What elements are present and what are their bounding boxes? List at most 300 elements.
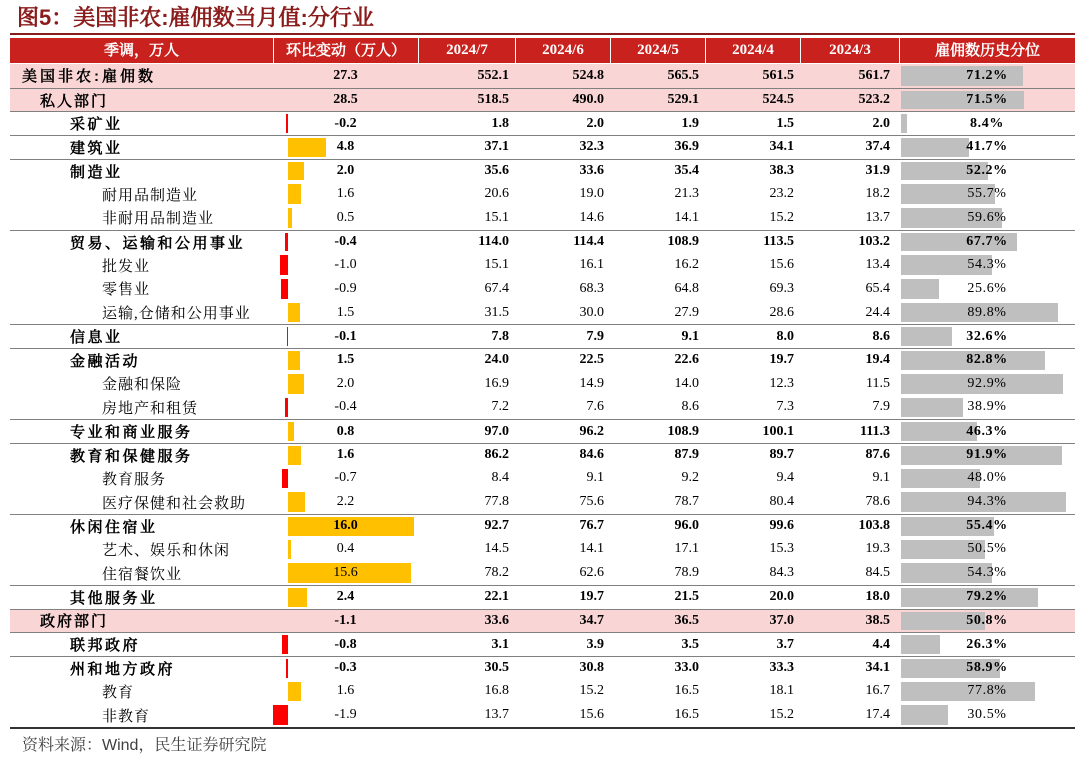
percentile-cell [899, 420, 1075, 443]
percentile-cell [899, 586, 1075, 609]
change-bar-positive [288, 446, 301, 465]
month-value: 13.4 [865, 257, 890, 273]
change-cell [273, 253, 418, 277]
month-value: 16.2 [674, 257, 699, 273]
change-value: -0.7 [334, 470, 357, 486]
source-note: 资料来源：Wind，民生证券研究院 [22, 737, 267, 754]
month-value: 78.9 [674, 565, 699, 581]
change-bar-positive [288, 138, 326, 157]
percentile-cell [899, 231, 1075, 254]
month-value: 16.8 [484, 683, 509, 699]
change-value: 0.8 [336, 423, 355, 439]
change-value: -0.4 [334, 399, 357, 415]
month-value: 1.8 [491, 115, 509, 131]
table-row [10, 159, 1075, 183]
month-value: 28.6 [769, 304, 794, 320]
month-value: 14.0 [674, 375, 699, 391]
change-cell [273, 515, 418, 538]
header-month: 2024/3 [800, 38, 899, 63]
month-value: 22.5 [579, 352, 604, 368]
month-value: 13.7 [865, 209, 890, 225]
percentile-cell [899, 301, 1075, 325]
month-value: 111.3 [860, 423, 890, 439]
percentile-value: 91.9% [966, 447, 1008, 463]
month-value: 19.3 [865, 541, 890, 557]
change-value: -0.9 [334, 280, 357, 296]
percentile-cell [899, 680, 1075, 704]
percentile-value: 89.8% [967, 304, 1007, 320]
month-value: 38.5 [865, 612, 890, 628]
month-value: 78.6 [865, 494, 890, 510]
month-value: 3.5 [681, 636, 699, 652]
month-value: 84.5 [865, 565, 890, 581]
change-value: 1.6 [336, 447, 355, 463]
month-value: 19.0 [579, 186, 604, 202]
change-bar-positive [288, 540, 291, 560]
month-value: 78.7 [674, 494, 699, 510]
figure-title: 图5：美国非农:雇佣数当月值:分行业 [17, 5, 374, 30]
percentile-value: 55.4% [966, 518, 1008, 534]
change-bar-negative [280, 255, 288, 275]
row-label: 其他服务业 [70, 590, 158, 607]
percentile-cell [899, 89, 1075, 112]
month-value: 27.9 [674, 304, 699, 320]
month-value: 35.4 [674, 163, 699, 179]
month-value: 9.1 [872, 470, 890, 486]
change-bar-positive [288, 351, 300, 370]
change-cell [273, 277, 418, 301]
month-value: 7.8 [491, 328, 509, 344]
month-value: 18.1 [769, 683, 794, 699]
month-value: 14.1 [674, 209, 699, 225]
row-label: 州和地方政府 [70, 661, 176, 678]
change-bar-positive [288, 162, 304, 181]
change-value: 2.4 [336, 589, 355, 605]
month-value: 87.6 [865, 447, 890, 463]
table-row [10, 111, 1075, 135]
month-value: 34.1 [769, 139, 794, 155]
percentile-bar [901, 705, 948, 725]
change-value: -1.9 [334, 707, 357, 723]
percentile-cell [899, 538, 1075, 562]
month-value: 37.4 [865, 139, 890, 155]
percentile-bar [901, 279, 939, 299]
row-label: 非耐用品制造业 [102, 211, 215, 228]
percentile-value: 94.3% [967, 494, 1007, 510]
change-cell [273, 703, 418, 727]
change-cell [273, 89, 418, 112]
month-value: 75.6 [579, 494, 604, 510]
table-row [10, 632, 1075, 656]
change-value: 0.5 [336, 209, 355, 225]
percentile-cell [899, 467, 1075, 491]
header-month: 2024/7 [418, 38, 515, 63]
row-label: 运输,仓储和公用事业 [102, 306, 251, 323]
month-value: 69.3 [769, 280, 794, 296]
month-value: 22.1 [484, 589, 509, 605]
percentile-value: 54.3% [967, 257, 1007, 273]
percentile-value: 52.2% [966, 163, 1008, 179]
month-value: 24.0 [484, 352, 509, 368]
change-value: -0.8 [334, 636, 357, 652]
change-cell [273, 112, 418, 135]
percentile-cell [899, 206, 1075, 230]
percentile-value: 55.7% [967, 186, 1007, 202]
row-label: 教育 [102, 684, 135, 701]
percentile-cell [899, 703, 1075, 727]
month-value: 2.0 [586, 115, 604, 131]
month-value: 65.4 [865, 280, 890, 296]
change-value: 2.0 [336, 163, 355, 179]
change-value: 1.6 [336, 186, 355, 202]
month-value: 14.9 [579, 375, 604, 391]
month-value: 19.7 [769, 352, 794, 368]
row-label: 零售业 [102, 282, 151, 299]
table-row [10, 680, 1075, 704]
month-value: 84.6 [579, 447, 604, 463]
month-value: 11.5 [866, 375, 890, 391]
row-label: 批发业 [102, 258, 151, 275]
percentile-value: 26.3% [966, 636, 1008, 652]
month-value: 114.4 [573, 234, 604, 250]
change-cell [273, 136, 418, 159]
month-value: 22.6 [674, 352, 699, 368]
month-value: 77.8 [484, 494, 509, 510]
change-value: -1.1 [334, 612, 357, 628]
change-cell [273, 396, 418, 420]
month-value: 37.0 [769, 612, 794, 628]
month-value: 21.5 [674, 589, 699, 605]
month-value: 7.9 [586, 328, 604, 344]
change-value: 2.2 [336, 494, 355, 510]
row-label: 房地产和租赁 [102, 400, 199, 417]
change-cell [273, 349, 418, 372]
header-change: 环比变动（万人） [273, 38, 418, 63]
percentile-cell [899, 160, 1075, 183]
month-value: 19.4 [865, 352, 890, 368]
month-value: 523.2 [858, 92, 890, 107]
month-value: 36.9 [674, 139, 699, 155]
month-value: 16.9 [484, 375, 509, 391]
change-value: -0.1 [334, 328, 357, 344]
change-value: 27.3 [333, 67, 358, 83]
row-label: 美国非农:雇佣数 [22, 68, 156, 86]
table-row [10, 64, 1075, 88]
change-cell [273, 633, 418, 656]
change-cell [273, 610, 418, 633]
month-value: 68.3 [579, 280, 604, 296]
row-label: 私人部门 [40, 92, 109, 110]
month-value: 17.4 [865, 707, 890, 723]
percentile-cell [899, 253, 1075, 277]
table-row [10, 348, 1075, 372]
month-value: 3.1 [491, 636, 509, 652]
row-label: 金融和保险 [102, 377, 183, 394]
percentile-cell [899, 610, 1075, 633]
change-cell [273, 586, 418, 609]
percentile-cell [899, 396, 1075, 420]
month-value: 30.5 [484, 660, 509, 676]
month-value: 108.9 [667, 234, 699, 250]
table-row [10, 230, 1075, 254]
month-value: 9.1 [586, 470, 604, 486]
percentile-value: 48.0% [967, 470, 1007, 486]
change-cell [273, 657, 418, 680]
change-bar-positive [288, 422, 294, 441]
month-value: 16.5 [674, 683, 699, 699]
month-value: 32.3 [579, 139, 604, 155]
percentile-value: 92.9% [967, 375, 1007, 391]
change-bar-positive [288, 374, 304, 394]
month-value: 561.7 [858, 67, 890, 83]
month-value: 23.2 [769, 186, 794, 202]
percentile-cell [899, 112, 1075, 135]
percentile-value: 71.2% [966, 67, 1008, 83]
table-row [10, 182, 1075, 206]
percentile-cell [899, 277, 1075, 301]
month-value: 16.5 [674, 707, 699, 723]
month-value: 4.4 [872, 636, 890, 652]
month-value: 108.9 [667, 423, 699, 439]
percentile-bar [901, 138, 969, 157]
table-header [10, 38, 1075, 63]
table-row [10, 490, 1075, 514]
month-value: 100.1 [762, 423, 794, 439]
percentile-cell [899, 349, 1075, 372]
row-label: 专业和商业服务 [70, 425, 193, 441]
month-value: 15.6 [769, 257, 794, 273]
month-value: 24.4 [865, 304, 890, 320]
table-bottom-rule [10, 727, 1075, 729]
row-label: 政府部门 [40, 613, 109, 631]
month-value: 37.1 [484, 139, 509, 155]
change-value: -0.2 [334, 115, 357, 131]
header-month: 2024/4 [705, 38, 800, 63]
month-value: 8.6 [872, 328, 890, 344]
percentile-value: 50.5% [967, 541, 1007, 557]
header-month: 2024/5 [610, 38, 705, 63]
change-cell [273, 182, 418, 206]
month-value: 490.0 [572, 92, 604, 107]
percentile-cell [899, 633, 1075, 656]
percentile-value: 82.8% [966, 352, 1008, 368]
table-row [10, 585, 1075, 609]
change-value: 0.4 [336, 541, 355, 557]
table-row [10, 514, 1075, 538]
change-bar-negative [282, 635, 288, 654]
percentile-value: 25.6% [967, 280, 1007, 296]
month-value: 20.6 [484, 186, 509, 202]
percentile-cell [899, 490, 1075, 514]
month-value: 99.6 [769, 518, 794, 534]
row-label: 住宿餐饮业 [102, 566, 183, 583]
month-value: 21.3 [674, 186, 699, 202]
change-value: 1.5 [336, 304, 355, 320]
change-bar-positive [288, 682, 301, 702]
row-label: 教育服务 [102, 471, 167, 488]
month-value: 18.0 [865, 589, 890, 605]
change-cell [273, 64, 418, 88]
row-label: 建筑业 [70, 140, 123, 157]
percentile-value: 38.9% [967, 399, 1007, 415]
month-value: 33.0 [674, 660, 699, 676]
month-value: 7.2 [491, 399, 509, 415]
month-value: 30.0 [579, 304, 604, 320]
percentile-value: 77.8% [967, 683, 1007, 699]
header-percentile: 雇佣数历史分位 [899, 38, 1075, 63]
row-label: 联邦政府 [70, 638, 141, 655]
month-value: 35.6 [484, 163, 509, 179]
month-value: 14.1 [579, 541, 604, 557]
table-row [10, 372, 1075, 396]
month-value: 64.8 [674, 280, 699, 296]
month-value: 7.6 [586, 399, 604, 415]
change-bar-negative [285, 398, 288, 418]
month-value: 9.1 [681, 328, 699, 344]
month-value: 89.7 [769, 447, 794, 463]
percentile-value: 46.3% [966, 423, 1008, 439]
month-value: 12.3 [769, 375, 794, 391]
percentile-bar [901, 635, 940, 654]
change-value: -1.0 [334, 257, 357, 273]
change-value: 16.0 [333, 518, 358, 534]
change-value: 28.5 [333, 92, 358, 107]
table-row [10, 324, 1075, 348]
percentile-value: 79.2% [966, 589, 1008, 605]
month-value: 15.6 [579, 707, 604, 723]
month-value: 9.4 [776, 470, 794, 486]
month-value: 33.3 [769, 660, 794, 676]
change-value: 4.8 [336, 139, 355, 155]
month-value: 103.2 [858, 234, 890, 250]
row-label: 金融活动 [70, 353, 141, 370]
row-label: 制造业 [70, 164, 123, 181]
row-label: 耐用品制造业 [102, 187, 199, 204]
month-value: 8.4 [491, 470, 509, 486]
row-label: 非教育 [102, 708, 151, 725]
percentile-bar [901, 398, 963, 418]
month-value: 20.0 [769, 589, 794, 605]
title-rule [10, 33, 1075, 35]
change-cell [273, 538, 418, 562]
percentile-cell [899, 182, 1075, 206]
month-value: 34.1 [865, 660, 890, 676]
month-value: 565.5 [667, 67, 699, 83]
percentile-value: 8.4% [970, 115, 1004, 131]
month-value: 15.3 [769, 541, 794, 557]
change-cell [273, 467, 418, 491]
change-bar-positive [288, 208, 292, 228]
month-value: 15.1 [484, 209, 509, 225]
table-row [10, 538, 1075, 562]
change-value: -0.4 [334, 234, 357, 250]
month-value: 114.0 [478, 234, 509, 250]
month-value: 14.6 [579, 209, 604, 225]
percentile-cell [899, 64, 1075, 88]
month-value: 31.9 [865, 163, 890, 179]
row-label: 信息业 [70, 330, 123, 347]
change-bar-negative [281, 279, 288, 299]
month-value: 1.9 [681, 115, 699, 131]
table-row [10, 419, 1075, 443]
percentile-cell [899, 444, 1075, 467]
month-value: 67.4 [484, 280, 509, 296]
percentile-value: 30.5% [967, 707, 1007, 723]
month-value: 14.5 [484, 541, 509, 557]
percentile-bar [901, 114, 907, 133]
change-bar-positive [288, 492, 305, 512]
month-value: 97.0 [484, 423, 509, 439]
row-label: 休闲住宿业 [70, 519, 158, 536]
percentile-value: 71.5% [966, 92, 1008, 107]
header-label: 季调，万人 [103, 42, 179, 59]
table-body [10, 64, 1075, 727]
month-value: 561.5 [762, 67, 794, 83]
table-row [10, 88, 1075, 112]
month-value: 80.4 [769, 494, 794, 510]
row-label: 采矿业 [70, 117, 123, 134]
month-value: 92.7 [484, 518, 509, 534]
change-cell [273, 231, 418, 254]
month-value: 15.1 [484, 257, 509, 273]
change-bar-positive [288, 303, 300, 323]
month-value: 18.2 [865, 186, 890, 202]
table-row [10, 135, 1075, 159]
month-value: 2.0 [872, 115, 890, 131]
month-value: 17.1 [674, 541, 699, 557]
table-row [10, 301, 1075, 325]
month-value: 1.5 [776, 115, 794, 131]
month-value: 9.2 [681, 470, 699, 486]
percentile-value: 58.9% [966, 660, 1008, 676]
month-value: 86.2 [484, 447, 509, 463]
percentile-value: 41.7% [966, 139, 1008, 155]
change-bar-negative [287, 327, 289, 346]
change-bar-negative [282, 469, 288, 489]
month-value: 524.8 [572, 67, 604, 83]
percentile-cell [899, 561, 1075, 585]
percentile-cell [899, 325, 1075, 348]
change-value: -0.3 [334, 660, 357, 676]
row-label: 教育和保健服务 [70, 448, 193, 465]
change-bar-negative [286, 659, 288, 678]
change-value: 2.0 [336, 375, 355, 391]
table-row [10, 253, 1075, 277]
month-value: 518.5 [477, 92, 509, 107]
month-value: 103.8 [858, 518, 890, 534]
change-cell [273, 325, 418, 348]
month-value: 15.2 [769, 707, 794, 723]
month-value: 78.2 [484, 565, 509, 581]
change-bar-negative [273, 705, 288, 725]
percentile-bar [901, 327, 952, 346]
row-label: 贸易、运输和公用事业 [70, 235, 246, 252]
table-row [10, 396, 1075, 420]
month-value: 13.7 [484, 707, 509, 723]
month-value: 38.3 [769, 163, 794, 179]
change-cell [273, 561, 418, 585]
table-row [10, 277, 1075, 301]
month-value: 84.3 [769, 565, 794, 581]
month-value: 16.7 [865, 683, 890, 699]
month-value: 8.6 [681, 399, 699, 415]
row-label: 艺术、娱乐和休闲 [102, 542, 231, 559]
percentile-cell [899, 372, 1075, 396]
change-bar-positive [288, 184, 301, 204]
month-value: 7.9 [872, 399, 890, 415]
month-value: 3.9 [586, 636, 604, 652]
month-value: 16.1 [579, 257, 604, 273]
